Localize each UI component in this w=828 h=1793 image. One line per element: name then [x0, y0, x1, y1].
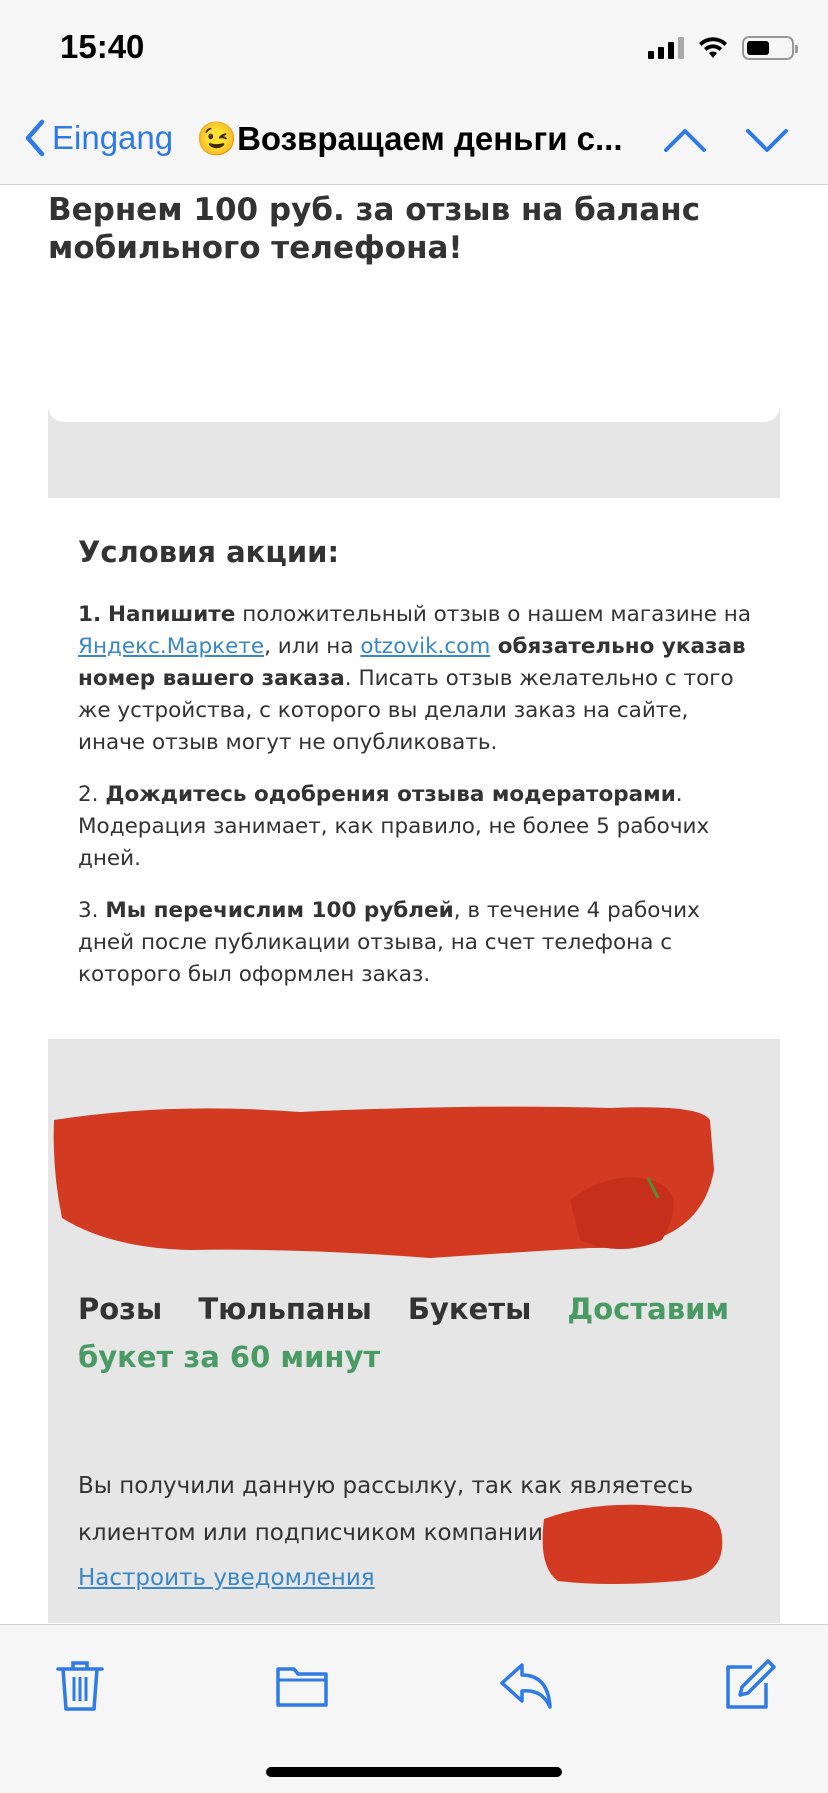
- otzovik-link[interactable]: otzovik.com: [360, 634, 491, 659]
- delete-button[interactable]: [50, 1655, 110, 1715]
- message-subject: 😉Возвращаем деньги с...: [196, 120, 623, 157]
- email-headline: Вернем 100 руб. за отзыв на баланс мобильного телефона!: [48, 192, 701, 266]
- terms-item-1: 1. Напишите положительный отзыв о нашем магазине на Яндекс.Маркете, или на otzovik.com обязательно указав номер вашего заказа. Писать отзыв желательно с того же устройства, с которого вы делали заказ на сайте, иначе отзыв могут не опубликовать.: [78, 602, 752, 755]
- nav-bar: [0, 100, 828, 185]
- compose-icon: [718, 1655, 778, 1715]
- home-indicator[interactable]: [266, 1767, 562, 1777]
- subscription-note: Вы получили данную рассылку, так как являетесь клиентом или подписчиком компании: [78, 1473, 694, 1546]
- status-icons: [648, 36, 794, 60]
- category-link-tulips[interactable]: Тюльпаны: [198, 1292, 372, 1326]
- banner-card: [48, 380, 780, 422]
- back-button[interactable]: [22, 118, 173, 158]
- delivery-promo: Доставим букет за 60 минут: [78, 1292, 730, 1374]
- wifi-icon: [698, 36, 728, 60]
- chevron-down-icon: [742, 118, 792, 162]
- category-link-roses[interactable]: Розы: [78, 1292, 163, 1326]
- reply-button[interactable]: [496, 1655, 556, 1715]
- trash-icon: [50, 1655, 110, 1715]
- redaction-mark: [538, 1497, 728, 1589]
- back-label: Eingang: [52, 119, 174, 156]
- category-links: [78, 1285, 758, 1381]
- terms-item-3: 3. Мы перечислим 100 рублей, в течение 4 рабочих дней после публикации отзыва, на счет телефона с которого был оформлен заказ.: [78, 898, 700, 987]
- notification-settings-link[interactable]: Настроить уведомления: [78, 1565, 375, 1591]
- email-body[interactable]: [0, 185, 828, 1623]
- terms-item-2: 2. Дождитесь одобрения отзыва модераторами. Модерация занимает, как правило, не более 5 рабочих дней.: [78, 782, 710, 871]
- cellular-signal-icon: [648, 37, 684, 59]
- bottom-toolbar: [0, 1624, 828, 1793]
- category-link-bouquets[interactable]: Букеты: [407, 1292, 532, 1326]
- previous-message-button[interactable]: [660, 118, 710, 162]
- status-time: 15:40: [60, 28, 145, 65]
- move-to-folder-button[interactable]: [272, 1655, 332, 1715]
- status-bar: [0, 0, 828, 100]
- yandex-market-link[interactable]: Яндекс.Маркете: [78, 634, 265, 659]
- battery-icon: [742, 36, 794, 60]
- terms-title: Условия акции:: [78, 535, 340, 569]
- folder-icon: [272, 1655, 332, 1715]
- terms-section: [78, 535, 758, 1011]
- reply-icon: [496, 1655, 556, 1715]
- compose-button[interactable]: [718, 1655, 778, 1715]
- chevron-left-icon: [22, 118, 48, 158]
- next-message-button[interactable]: [742, 118, 792, 162]
- redaction-mark: [50, 1100, 762, 1260]
- chevron-up-icon: [660, 118, 710, 162]
